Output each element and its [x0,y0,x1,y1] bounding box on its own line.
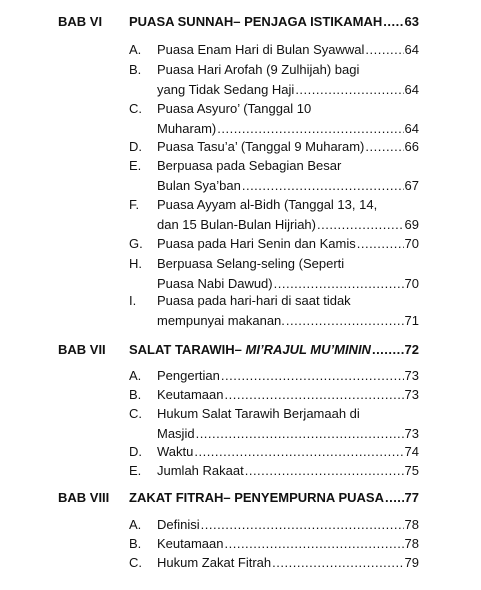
dot-leader [245,463,404,478]
page-number: 79 [404,555,419,570]
entry-line [157,121,419,139]
page-number: 63 [404,14,419,29]
entry-letter: B. [129,536,142,551]
chapter-title: PUASA SUNNAH– PENJAGA ISTIKAMAH [129,14,383,29]
entry-line [157,82,419,100]
dot-leader [196,426,404,441]
chapter-label: BAB VI [58,14,103,29]
page-number: 78 [404,517,419,532]
entry-text: Puasa Asyuro’ (Tanggal 10 [157,101,312,116]
entry-line [157,101,419,119]
chapter-label: BAB VII [58,342,106,357]
entry-text: yang Tidak Sedang Haji [157,82,295,97]
entry-line [157,517,419,535]
entry-letter: B. [129,62,142,77]
page-number: 67 [404,178,419,193]
entry-line [157,236,419,254]
dot-leader [272,555,403,570]
chapter-title-italic: MI’RAJUL MU’MININ [245,342,371,357]
entry-line [157,276,419,294]
entry-text: Puasa Nabi Dawud) [157,276,273,291]
entry-text: Waktu [157,444,194,459]
dot-leader [225,536,404,551]
entry-text: Pengertian [157,368,220,383]
dot-leader [221,368,404,383]
entry-line [157,313,419,331]
entry-letter: A. [129,368,142,383]
page-number: 73 [404,387,419,402]
page-number: 77 [404,490,419,505]
dot-leader [242,178,404,193]
dot-leader [225,387,404,402]
entry-line [157,406,419,424]
page-number: 64 [404,42,419,57]
page-number: 70 [404,276,419,291]
dot-leader [317,217,404,232]
entry-line [157,178,419,196]
dot-leader [372,342,404,357]
chapter-heading [0,342,481,360]
entry-text: Jumlah Rakaat [157,463,244,478]
entry-text: mempunyai makanan. [157,313,285,328]
entry-letter: D. [129,139,142,154]
page-number: 70 [404,236,419,251]
entry-letter: H. [129,256,142,271]
entry-text: Puasa pada hari-hari di saat tidak [157,293,351,308]
page-number: 64 [404,82,419,97]
entry-letter: E. [129,463,142,478]
dot-leader [365,42,403,57]
entry-text: Bulan Sya’ban [157,178,241,193]
chapter-label: BAB VIII [58,490,110,505]
chapter-title-line [129,342,419,357]
page-number: 74 [404,444,419,459]
entry-text: Muharam) [157,121,217,136]
page-number: 64 [404,121,419,136]
page-number: 69 [404,217,419,232]
entry-text: Puasa Enam Hari di Bulan Syawwal [157,42,365,57]
page-number: 72 [404,342,419,357]
entry-line [157,555,419,573]
dot-leader [194,444,403,459]
dot-leader [383,14,403,29]
entry-text: Keutamaan [157,536,224,551]
dot-leader [385,490,404,505]
chapter-heading [0,14,481,32]
dot-leader [365,139,403,154]
page-number: 75 [404,463,419,478]
entry-letter: A. [129,42,142,57]
entry-text: Puasa pada Hari Senin dan Kamis [157,236,356,251]
entry-text: Hukum Salat Tarawih Berjamaah di [157,406,360,421]
entry-letter: F. [129,197,140,212]
entry-text: dan 15 Bulan-Bulan Hijriah) [157,217,316,232]
entry-line [157,426,419,444]
entry-line [157,197,419,215]
entry-letter: C. [129,101,142,116]
entry-line [157,463,419,481]
dot-leader [217,121,403,136]
entry-line [157,368,419,386]
page-number: 78 [404,536,419,551]
entry-line [157,139,419,157]
entry-text: Keutamaan [157,387,224,402]
dot-leader [274,276,404,291]
entry-letter: I. [129,293,137,308]
entry-text: Berpuasa Selang-seling (Seperti [157,256,345,271]
entry-letter: C. [129,406,142,421]
entry-line [157,293,419,311]
dot-leader [201,517,404,532]
entry-letter: C. [129,555,142,570]
entry-text: Hukum Zakat Fitrah [157,555,272,570]
entry-line [157,444,419,462]
page-number: 73 [404,426,419,441]
page-number: 71 [404,313,419,328]
dot-leader [295,82,403,97]
page-number: 73 [404,368,419,383]
dot-leader [357,236,404,251]
entry-text: Definisi [157,517,200,532]
entry-letter: B. [129,387,142,402]
entry-line [157,158,419,176]
entry-text: Berpuasa pada Sebagian Besar [157,158,342,173]
page-number: 66 [404,139,419,154]
chapter-title: ZAKAT FITRAH– PENYEMPURNA PUASA [129,490,384,505]
entry-text: Puasa Hari Arofah (9 Zulhijah) bagi [157,62,360,77]
entry-text: Puasa Ayyam al-Bidh (Tanggal 13, 14, [157,197,378,212]
entry-letter: E. [129,158,142,173]
chapter-title-line [129,14,419,29]
entry-line [157,536,419,554]
entry-line [157,217,419,235]
entry-line [157,42,419,60]
entry-line [157,387,419,405]
entry-line [157,62,419,80]
dot-leader [286,313,404,328]
chapter-title-line [129,490,419,505]
entry-text: Puasa Tasu’a’ (Tanggal 9 Muharam) [157,139,365,154]
entry-letter: G. [129,236,143,251]
entry-letter: A. [129,517,142,532]
entry-line [157,256,419,274]
chapter-heading [0,490,481,508]
chapter-title: SALAT TARAWIH– [129,342,246,357]
entry-text: Masjid [157,426,195,441]
entry-letter: D. [129,444,142,459]
